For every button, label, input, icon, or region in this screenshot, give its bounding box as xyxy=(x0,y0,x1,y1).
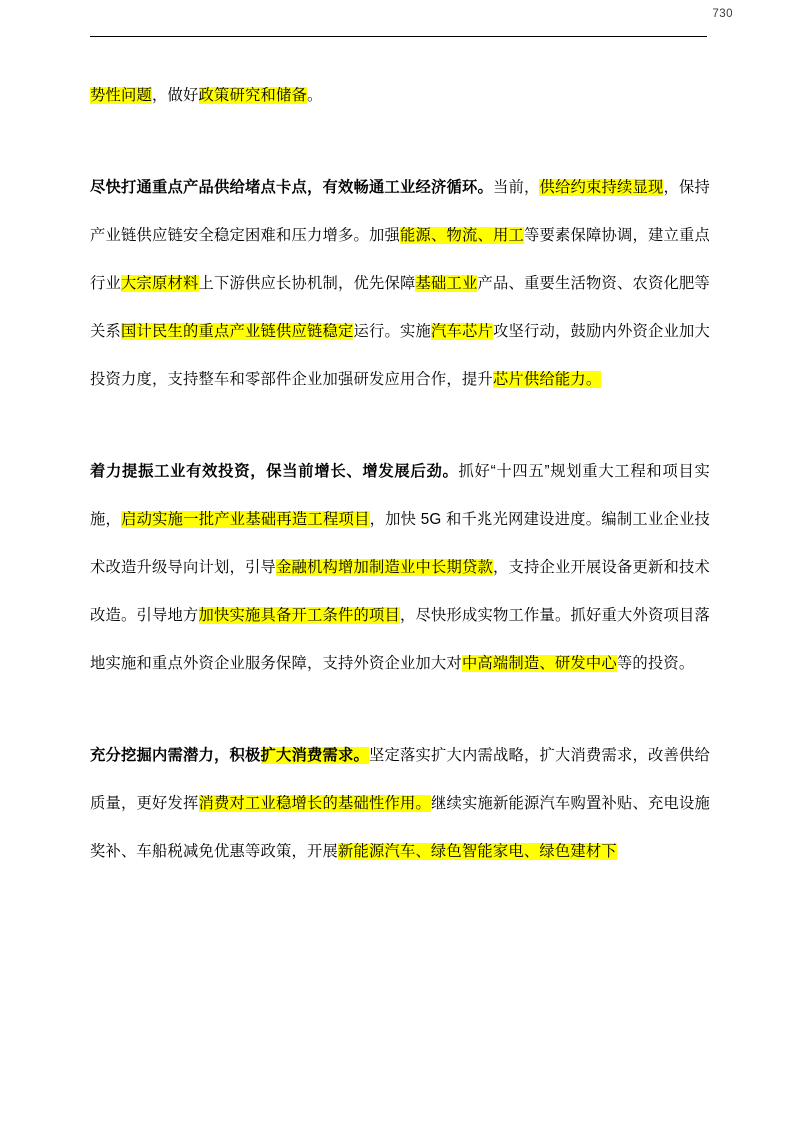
highlighted-text: 新能源汽车、绿色智能家电、绿色建材下 xyxy=(337,843,617,860)
highlighted-text: 国计民生的重点产业链供应链稳定 xyxy=(121,323,354,340)
body-text: 着力提振工业有效投资，保当前增长、增发展后劲。 xyxy=(90,463,459,480)
paragraph xyxy=(90,72,710,120)
body-text: 坚定落实扩大内需战略，扩大消费需求，改善供给质量，更好发挥 xyxy=(90,747,710,812)
body-text: 继续实施新能源汽车购置补贴、充电设施奖补、车船税减免优惠等政策，开展 xyxy=(90,795,710,860)
highlighted-text: 政策研究和储备 xyxy=(198,87,307,104)
body-text: 上下游供应长协机制，优先保障 xyxy=(198,275,416,292)
page-number: 730 xyxy=(712,8,733,20)
paragraph xyxy=(90,448,710,688)
body-text: 当前， xyxy=(492,179,540,196)
paragraph xyxy=(90,164,710,404)
body-text: 等要素保障协调，建立重点行业 xyxy=(90,227,710,292)
highlighted-text: 金融机构增加制造业中长期贷款 xyxy=(276,559,493,576)
highlighted-text: 消费对工业稳增长的基础性作用。 xyxy=(198,795,431,812)
highlighted-text: 加快实施具备开工条件的项目 xyxy=(198,607,400,624)
highlighted-text: 芯片供给能力。 xyxy=(492,371,602,388)
body-text: ，支持企业开展设备更新和技术改造。引导地方 xyxy=(90,559,710,624)
highlighted-text: 能源、物流、用工 xyxy=(400,227,524,244)
highlighted-text: 扩大消费需求。 xyxy=(260,747,369,764)
body-text: 。 xyxy=(306,87,323,104)
paragraph xyxy=(90,732,710,876)
body-text: 尽快打通重点产品供给堵点卡点，有效畅通工业经济循环。 xyxy=(90,179,493,196)
highlighted-text: 基础工业 xyxy=(415,275,478,292)
document-body xyxy=(90,72,710,876)
body-text: 等的投资。 xyxy=(616,655,695,672)
highlighted-text: 势性问题 xyxy=(90,87,152,104)
body-text: ，做好 xyxy=(152,87,199,104)
body-text: ，加快 5G 和千兆光网建设进度。编制工业企业技术改造升级导向计划，引导 xyxy=(90,511,711,576)
highlighted-text: 供给约束持续显现 xyxy=(539,179,664,196)
highlighted-text: 启动实施一批产业基础再造工程项目 xyxy=(121,511,370,528)
highlighted-text: 中高端制造、研发中心 xyxy=(461,655,617,672)
body-text: 充分挖掘内需潜力，积极 xyxy=(90,747,261,764)
highlighted-text: 汽车芯片 xyxy=(430,323,493,340)
body-text: 攻坚行动，鼓励内外资企业加大投资力度，支持整车和零部件企业加强研发应用合作，提升 xyxy=(90,323,710,388)
body-text: ，保持产业链供应链安全稳定困难和压力增多。加强 xyxy=(90,179,710,244)
header-divider xyxy=(90,36,707,37)
body-text: ，尽快形成实物工作量。抓好重大外资项目落地实施和重点外资企业服务保障，支持外资企业加大对 xyxy=(90,607,710,672)
body-text: 抓好“十四五”规划重大工程和项目实施， xyxy=(90,463,710,528)
body-text: 运行。实施 xyxy=(353,323,431,340)
highlighted-text: 大宗原材料 xyxy=(121,275,199,292)
body-text: 产品、重要生活物资、农资化肥等关系 xyxy=(90,275,710,340)
